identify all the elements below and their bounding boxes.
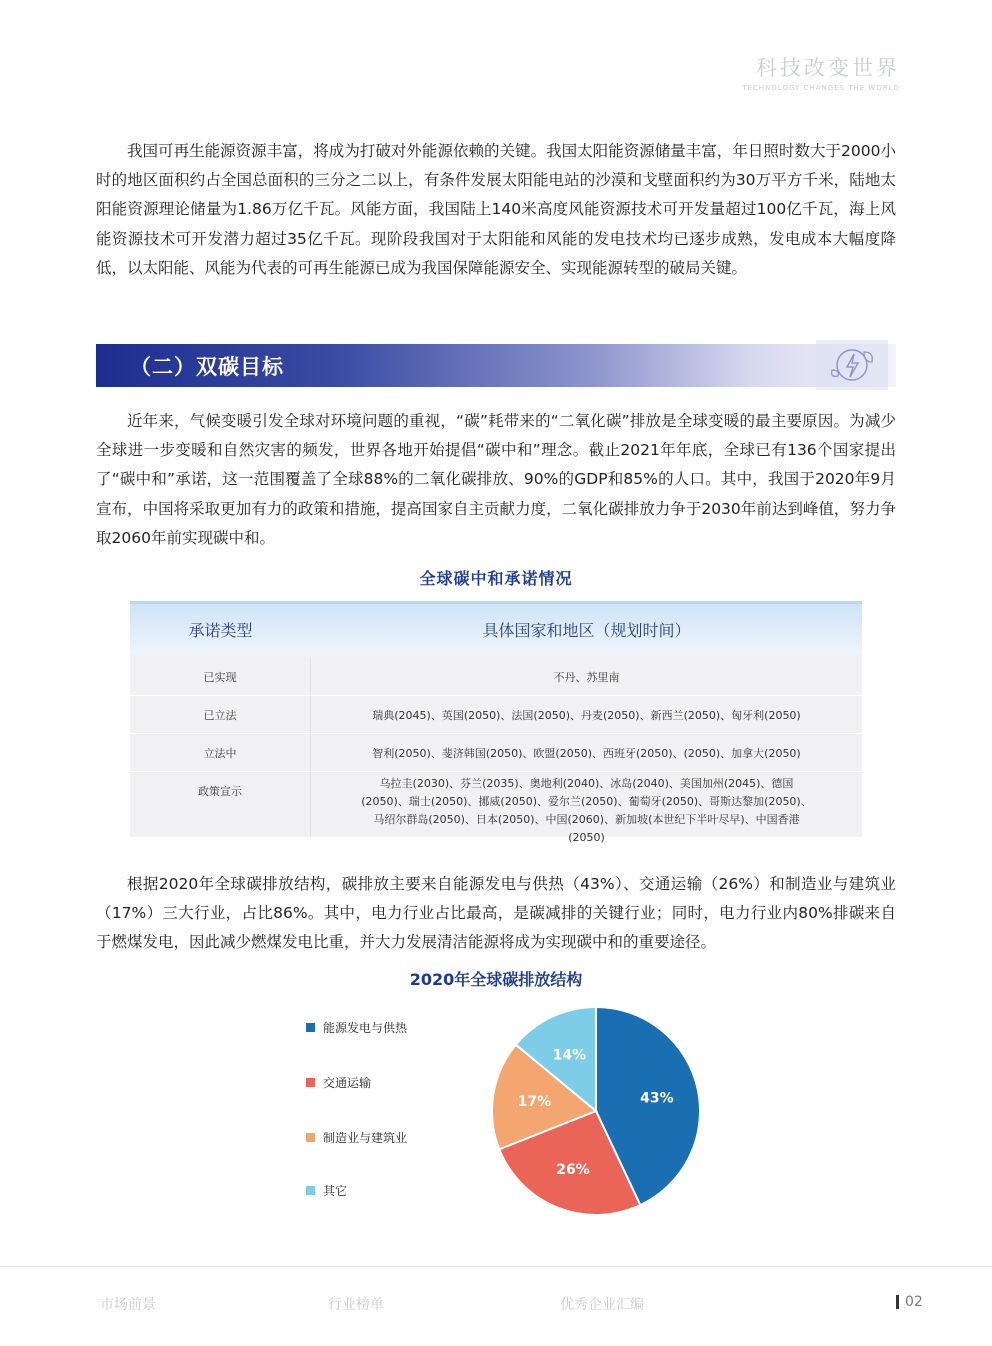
row-type: 立法中 — [130, 734, 311, 771]
legend-swatch — [306, 1186, 315, 1195]
row-detail: 智利(2050)、斐济韩国(2050)、欧盟(2050)、西班牙(2050)、(2050)、加拿大(2050) — [311, 734, 862, 771]
legend-swatch — [306, 1023, 315, 1032]
table-row — [130, 734, 862, 772]
page-number — [896, 1294, 923, 1310]
legend-label: 制造业与建筑业 — [323, 1131, 408, 1145]
page-number-bar — [896, 1295, 899, 1309]
legend-label: 能源发电与供热 — [323, 1021, 408, 1035]
legend-item — [306, 1129, 466, 1146]
legend-label: 其它 — [323, 1184, 348, 1198]
pie-data-label: 26% — [556, 1162, 590, 1179]
chart-title: 2020年全球碳排放结构 — [409, 970, 583, 989]
table-header-detail: 具体国家和地区（规划时间） — [482, 620, 691, 640]
pie-chart — [490, 1005, 702, 1217]
brand-title: 科技改变世界 — [756, 56, 900, 80]
paragraph-emission-structure: 根据2020年全球碳排放结构，碳排放主要来自能源发电与供热（43%）、交通运输（26%）和制造业与建筑业（17%）三大行业，占比86%。其中，电力行业占比最高，是碳减排的关键行业；同时，电力行业内80%排碳来自于燃煤发电，因此减少燃煤发电比重，并大力发展清洁能源将成为实现碳中和的重要途径。 — [96, 875, 896, 952]
footer-link-ranking[interactable]: 行业榜单 — [328, 1297, 384, 1313]
legend-label: 交通运输 — [323, 1076, 372, 1090]
table-caption: 全球碳中和承诺情况 — [419, 569, 573, 588]
section-title: （二）双碳目标 — [130, 355, 284, 379]
commitment-table — [130, 601, 862, 844]
table-header-type: 承诺类型 — [188, 620, 253, 640]
row-detail: 不丹、苏里南 — [311, 658, 862, 695]
row-detail: 乌拉圭(2030)、芬兰(2035)、奥地利(2040)、冰岛(2040)、美国加州(2045)、德国(2050)、瑞士(2050)、挪威(2050)、爱尔兰(2050)、葡萄牙(2050)、哥斯达黎加(2050)、马绍尔群岛(2050)、日本(2050)、中国(2060)、新加坡(本世纪下半叶尽早)、中国香港(2050) — [311, 772, 862, 837]
row-type: 已立法 — [130, 696, 311, 733]
legend-item — [306, 1182, 466, 1199]
pie-data-label: 43% — [640, 1090, 674, 1107]
row-type: 已实现 — [130, 658, 311, 695]
brand-header — [742, 52, 900, 92]
row-detail: 瑞典(2045)、英国(2050)、法国(2050)、丹麦(2050)、新西兰(2050)、匈牙利(2050) — [311, 696, 862, 733]
section-header-bar — [96, 344, 896, 387]
legend-swatch — [306, 1078, 315, 1087]
table-body — [130, 654, 862, 844]
row-type: 政策宣示 — [130, 772, 311, 837]
table-row — [130, 772, 862, 844]
leaf-energy-icon — [816, 340, 888, 390]
footer-divider — [0, 1266, 992, 1267]
table-row — [130, 658, 862, 696]
paragraph-renewable-resources: 我国可再生能源资源丰富，将成为打破对外能源依赖的关键。我国太阳能资源储量丰富，年日照时数大于2000小时的地区面积约占全国总面积的三分之二以上，有条件发展太阳能电站的沙漠和戈壁面积约为30万平方千米，陆地太阳能资源理论储量为1.86万亿千瓦。风能方面，我国陆上140米高度风能资源技术可开发量超过100亿千瓦，海上风能资源技术可开发潜力超过35亿千瓦。现阶段我国对于太阳能和风能的发电技术均已逐步成熟，发电成本大幅度降低，以太阳能、风能为代表的可再生能源已成为我国保障能源安全、实现能源转型的破局关键。 — [96, 142, 896, 277]
brand-subtitle: TECHNOLOGY CHANGES THE WORLD — [742, 84, 900, 92]
paragraph-carbon-neutral: 近年来，气候变暖引发全球对环境问题的重视，“碳”耗带来的“二氧化碳”排放是全球变暖的最主要原因。为减少全球进一步变暖和自然灾害的频发，世界各地开始提倡“碳中和”理念。截止2021年年底，全球已有136个国家提出了“碳中和”承诺，这一范围覆盖了全球88%的二氧化碳排放、90%的GDP和85%的人口。其中，我国于2020年9月宣布，中国将采取更加有力的政策和措施，提高国家自主贡献力度，二氧化碳排放力争于2030年前达到峰值，努力争取2060年前实现碳中和。 — [96, 412, 896, 547]
table-row — [130, 696, 862, 734]
legend-item — [306, 1074, 466, 1091]
page-number-text: 02 — [905, 1294, 923, 1310]
pie-data-label: 14% — [552, 1047, 587, 1064]
footer-link-companies[interactable]: 优秀企业汇编 — [560, 1297, 644, 1313]
legend-item — [306, 1019, 466, 1036]
pie-data-label: 17% — [517, 1094, 552, 1111]
legend-swatch — [306, 1133, 315, 1142]
table-header — [130, 601, 862, 654]
footer-link-market[interactable]: 市场前景 — [100, 1297, 156, 1313]
